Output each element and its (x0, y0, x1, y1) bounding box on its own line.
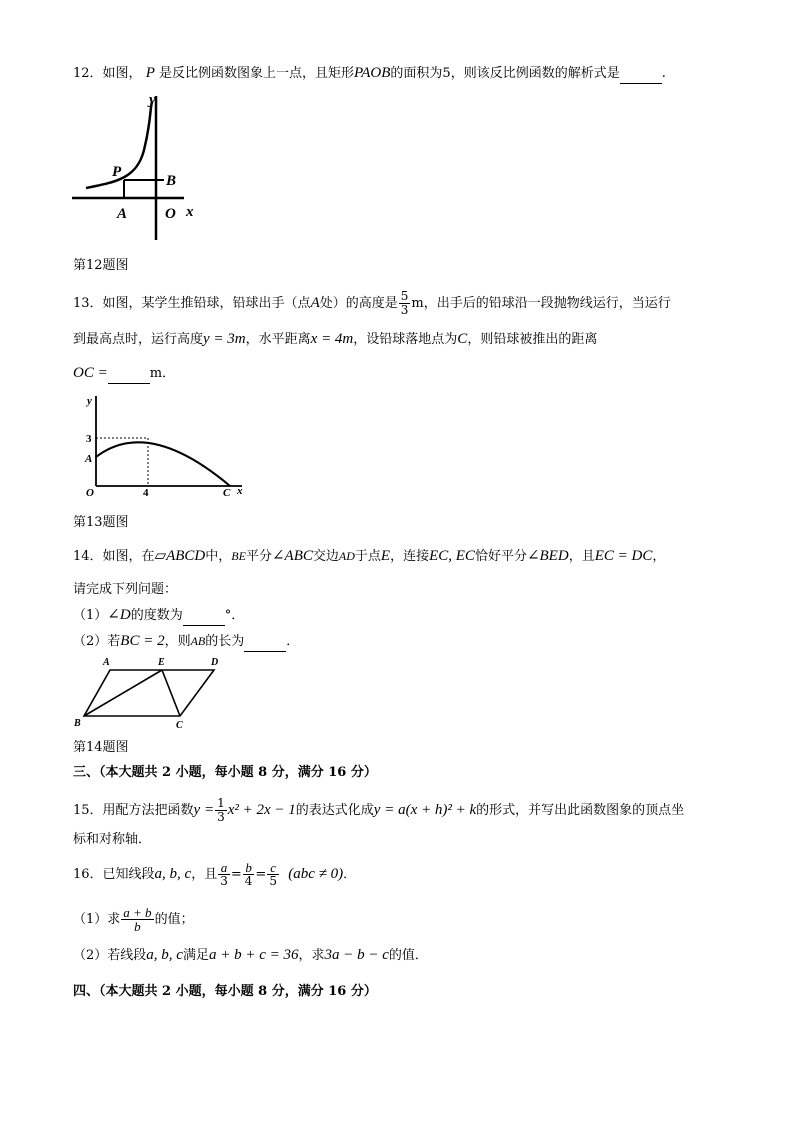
q16-text-part: （1）求 (73, 912, 121, 927)
q13-text-part: ，水平距离 (245, 332, 311, 347)
q13-figure (82, 390, 247, 502)
q14-text-part: 的长为 (205, 634, 245, 649)
q16-frac-b-num: b (243, 861, 255, 875)
q13-text-part: 处）的高度是 (319, 296, 398, 311)
q12-rect-name: PAOB (354, 65, 391, 81)
q13-label-3: 3 (86, 433, 92, 445)
q13-line3 (73, 364, 175, 384)
q13-text-part: 如图，某学生推铅球，铅球出手（点 (102, 296, 311, 311)
q15-fraction (215, 797, 227, 824)
q16-target-expr: 3a − b − c (324, 947, 389, 963)
q15-line1 (73, 797, 684, 824)
q14-text-part: （1） (73, 608, 108, 623)
section-4-heading: 四、（本大题共 2 小题，每小题 8 分，满分 16 分） (73, 984, 377, 999)
q16-condition: (abc ≠ 0) (288, 866, 344, 882)
q12-caption: 第12题图 (73, 258, 129, 273)
q16-text-part: 16．已知线段 (73, 867, 155, 882)
q14-text-part: （2）若 (73, 634, 121, 649)
q14-text-part: 中， (205, 549, 232, 564)
q14-label-a: A (103, 657, 110, 668)
q13-text-part: ，设铅球落地点为 (353, 332, 458, 347)
q16-eq-sign: = (255, 867, 267, 882)
q13-oc: OC = (73, 365, 108, 381)
q12-label-o: O (165, 206, 176, 222)
q12-text (73, 64, 666, 84)
q15-text-part: 的形式，并写出此函数图象的顶点坐 (476, 803, 685, 818)
q15-eq-vertex-form: y = a(x + h)² + k (373, 802, 477, 818)
section-3-heading: 三、（本大题共 2 小题，每小题 8 分，满分 16 分） (73, 765, 377, 780)
q14-text-part: 如图，在 (102, 549, 155, 564)
q14-answer-blank-2 (244, 633, 286, 652)
q14-eq: EC = DC (594, 548, 653, 564)
q12-label-b: B (166, 173, 177, 189)
q14-parallelogram: ▱ABCD (154, 548, 206, 564)
q16-text-part: （2）若线段 (73, 948, 147, 963)
q13-fraction (399, 290, 411, 317)
q16-vars: a, b, c (146, 947, 183, 963)
q14-text-part: ，连接 (390, 549, 430, 564)
q13-label-y: y (87, 395, 92, 407)
q13-text-part: m． (149, 366, 176, 381)
q14-text-part: °． (224, 608, 245, 623)
q16-frac-a (218, 861, 230, 888)
q14-text-part: ，且 (568, 549, 595, 564)
q12-var-p: P (145, 65, 155, 81)
q15-eq-rest: x² + 2x − 1 (227, 802, 296, 818)
q16-part1-num: a + b (123, 905, 152, 920)
q16-part1-fraction (121, 906, 153, 933)
q14-text-part: ， (652, 549, 666, 564)
q14-label-e: E (158, 657, 165, 668)
q12-text-part: 的面积为5，则该反比例函数的解析式是 (390, 66, 620, 81)
q14-line1 (73, 547, 665, 566)
q13-answer-blank (108, 365, 150, 384)
q13-parabola (96, 442, 230, 486)
q15-frac-num: 1 (217, 796, 225, 810)
q16-text-part: 的值． (388, 948, 428, 963)
q14-ab: AB (190, 634, 206, 648)
q12-label-y: y (149, 92, 156, 108)
q14-label-c: C (176, 720, 183, 731)
q13-text-part: 到最高点时，运行高度 (73, 332, 204, 347)
q14-text-part: ． (286, 634, 300, 649)
q14-angle-bed: ∠BED (526, 548, 569, 564)
q13-text-part: m，出手后的铅球沿一段抛物线运行，当运行 (411, 296, 671, 311)
q14-text-part: 恰好平分 (474, 549, 527, 564)
q13-eq-height: y = 3m (203, 331, 246, 347)
q14-part1 (73, 606, 244, 626)
q16-frac-c-num: c (267, 861, 279, 875)
q14-answer-blank-1 (183, 607, 225, 626)
q12-text-part: 是反比例函数图象上一点，且矩形 (159, 66, 355, 81)
q16-text-part: ． (343, 867, 357, 882)
q12-text-part: 如图， (102, 66, 142, 81)
q12-figure (72, 88, 207, 246)
q16-text-part: ，求 (298, 948, 325, 963)
q15-text-part: 15．用配方法把函数 (73, 803, 194, 818)
q14-text-part: 交边 (312, 549, 339, 564)
q13-label-x: x (237, 485, 243, 497)
q16-text-part: ，且 (191, 867, 218, 882)
q14-text-part: 平分 (245, 549, 272, 564)
q16-frac-b-den: 4 (244, 874, 253, 888)
q16-frac-b (243, 861, 255, 888)
q14-line2: 请完成下列问题： (73, 582, 178, 597)
q16-eq-sign: = (230, 867, 242, 882)
q15-line2: 标和对称轴． (73, 832, 152, 847)
q13-label-a: A (85, 453, 93, 465)
q14-part2 (73, 632, 299, 652)
q13-point-a: A (310, 295, 320, 311)
q13-frac-den: 3 (400, 303, 409, 317)
q13-line1 (73, 290, 671, 317)
q12-number: 12． (73, 66, 103, 81)
q16-frac-a-den: 3 (220, 874, 228, 888)
q14-label-d: D (211, 657, 219, 668)
q13-line2 (73, 330, 597, 349)
q12-text-part: . (661, 66, 666, 81)
q13-number: 13． (73, 296, 103, 311)
q16-vars: a, b, c (154, 866, 192, 882)
q14-text-part: 的度数为 (130, 608, 183, 623)
q13-text-part: ，则铅球被推出的距离 (467, 332, 598, 347)
q12-label-a: A (117, 206, 128, 222)
q13-label-c: C (223, 487, 231, 499)
q13-eq-distance: x = 4m (310, 331, 354, 347)
q12-label-x: x (186, 204, 194, 220)
q14-ec: EC, EC (429, 548, 475, 564)
q16-frac-c (267, 861, 279, 888)
q12-label-p: P (112, 164, 122, 180)
q14-label-b: B (74, 718, 81, 729)
q14-angle-d: ∠D (107, 607, 131, 623)
q15-eq-y: y = (193, 802, 215, 818)
q16-text-part: 满足 (182, 948, 209, 963)
q14-angle-abc: ∠ABC (271, 548, 313, 564)
q14-ad: AD (338, 549, 355, 563)
q14-be: BE (231, 549, 246, 563)
q15-frac-den: 3 (217, 810, 225, 824)
q14-caption: 第14题图 (73, 740, 129, 755)
q16-part1-den: b (134, 919, 141, 934)
q13-caption: 第13题图 (73, 515, 129, 530)
q14-text-part: ，则 (164, 634, 191, 649)
q14-point-e: E (380, 548, 391, 564)
q14-text-part: 于点 (354, 549, 381, 564)
q16-frac-c-den: 5 (269, 874, 277, 888)
q16-part1 (73, 906, 194, 933)
q16-line1 (73, 861, 356, 888)
q13-label-4: 4 (143, 487, 149, 499)
q14-figure (72, 654, 220, 736)
q14-number: 14． (73, 549, 103, 564)
q13-point-c: C (457, 331, 468, 347)
q16-text-part: 的值； (154, 912, 194, 927)
q12-answer-blank (620, 65, 662, 84)
q14-bc: BC = 2 (120, 633, 165, 649)
q13-frac-num: 5 (400, 289, 409, 303)
q16-part2 (73, 946, 428, 965)
q13-label-o: O (86, 487, 94, 499)
q15-text-part: 的表达式化成 (295, 803, 374, 818)
q16-sum-eq: a + b + c = 36 (208, 947, 299, 963)
q16-frac-a-num: a (218, 861, 230, 875)
